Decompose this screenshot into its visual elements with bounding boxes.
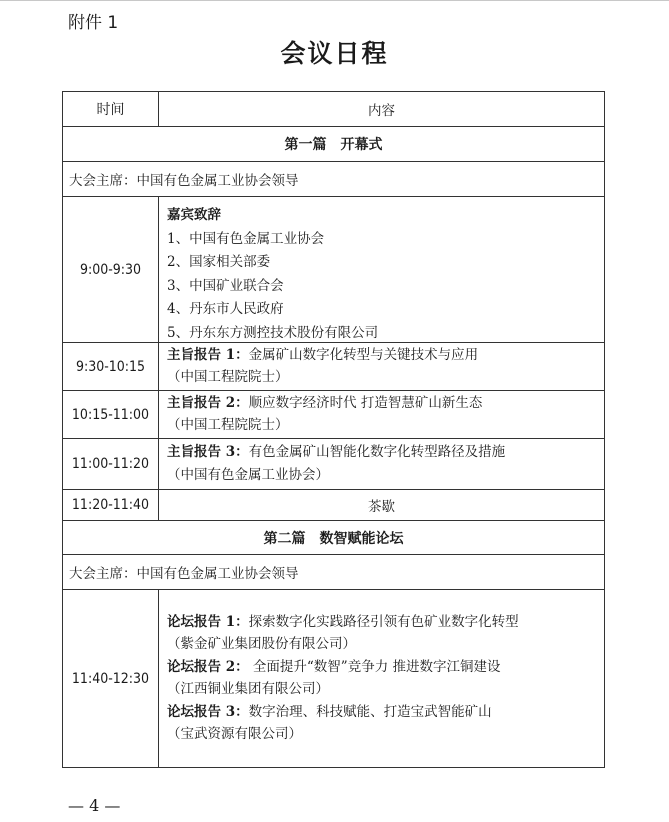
part1-title: 第一篇 开幕式 bbox=[284, 137, 383, 153]
schedule-table bbox=[62, 91, 605, 768]
session-time: 11:20-11:40 bbox=[63, 490, 159, 520]
session-content bbox=[159, 197, 604, 342]
forum-org: （江西铜业集团有限公司） bbox=[167, 681, 329, 697]
list-item: 3、中国矿业联合会 bbox=[167, 277, 284, 294]
part1-title-row bbox=[63, 126, 604, 161]
session-time: 11:40-12:30 bbox=[63, 590, 159, 767]
list-item: 2、国家相关部委 bbox=[167, 254, 271, 270]
session-time: 11:00-11:20 bbox=[63, 439, 159, 489]
part2-host-row bbox=[63, 554, 604, 589]
session-content bbox=[159, 343, 604, 390]
list-item: 1、中国有色金属工业协会 bbox=[167, 230, 325, 247]
table-row bbox=[63, 438, 604, 489]
report-label: 主旨报告 2： bbox=[167, 394, 249, 411]
forum-org: （宝武资源有限公司） bbox=[167, 726, 302, 742]
forum-label: 论坛报告 3： bbox=[167, 703, 249, 720]
tea-break: 茶歇 bbox=[368, 499, 395, 515]
table-header-row bbox=[63, 92, 604, 126]
table-row bbox=[63, 589, 604, 767]
report-org: （中国工程院院士） bbox=[167, 369, 289, 385]
forum-title: 探索数字化实践路径引领有色矿业数字化转型 bbox=[248, 613, 519, 630]
part1-host-row bbox=[63, 161, 604, 196]
report-title: 金属矿山数字化转型与关键技术与应用 bbox=[248, 346, 479, 363]
forum-title: 全面提升“数智”竞争力 推进数字江铜建设 bbox=[248, 658, 501, 675]
table-row bbox=[63, 342, 604, 390]
table-row bbox=[63, 489, 604, 520]
header-content: 内容 bbox=[368, 103, 395, 119]
session-time: 9:30-10:15 bbox=[63, 343, 159, 390]
page-number: — 4 — bbox=[68, 796, 121, 815]
session-content bbox=[159, 590, 604, 767]
part1-host: 大会主席：中国有色金属工业协会领导 bbox=[69, 173, 299, 189]
list-item: 4、丹东市人民政府 bbox=[167, 301, 284, 317]
session-content bbox=[159, 391, 604, 438]
table-row bbox=[63, 196, 604, 342]
report-title: 顺应数字经济时代 打造智慧矿山新生态 bbox=[248, 394, 483, 411]
report-label: 主旨报告 3： bbox=[167, 444, 249, 460]
report-org: （中国有色金属工业协会） bbox=[167, 466, 329, 483]
session-time: 9:00-9:30 bbox=[63, 197, 159, 342]
header-time: 时间 bbox=[63, 92, 159, 126]
part2-title: 第二篇 数智赋能论坛 bbox=[263, 530, 404, 547]
attachment-label: 附件 1 bbox=[68, 13, 119, 33]
session-time: 10:15-11:00 bbox=[63, 391, 159, 438]
part2-title-row bbox=[63, 520, 604, 554]
report-label: 主旨报告 1： bbox=[167, 346, 249, 363]
session-content bbox=[159, 439, 604, 489]
page-title: 会议日程 bbox=[280, 39, 389, 68]
list-item: 5、丹东东方测控技术股份有限公司 bbox=[167, 324, 379, 341]
part2-host: 大会主席：中国有色金属工业协会领导 bbox=[69, 566, 299, 582]
report-org: （中国工程院院士） bbox=[167, 417, 289, 433]
table-row bbox=[63, 390, 604, 438]
forum-title: 数字治理、科技赋能、打造宝武智能矿山 bbox=[248, 703, 492, 720]
forum-label: 论坛报告 2： bbox=[167, 658, 249, 675]
forum-label: 论坛报告 1： bbox=[167, 613, 249, 630]
welcome-heading: 嘉宾致辞 bbox=[167, 207, 221, 223]
report-title: 有色金属矿山智能化数字化转型路径及措施 bbox=[248, 444, 506, 460]
forum-org: （紫金矿业集团股份有限公司） bbox=[167, 636, 356, 652]
top-border bbox=[0, 0, 669, 1]
